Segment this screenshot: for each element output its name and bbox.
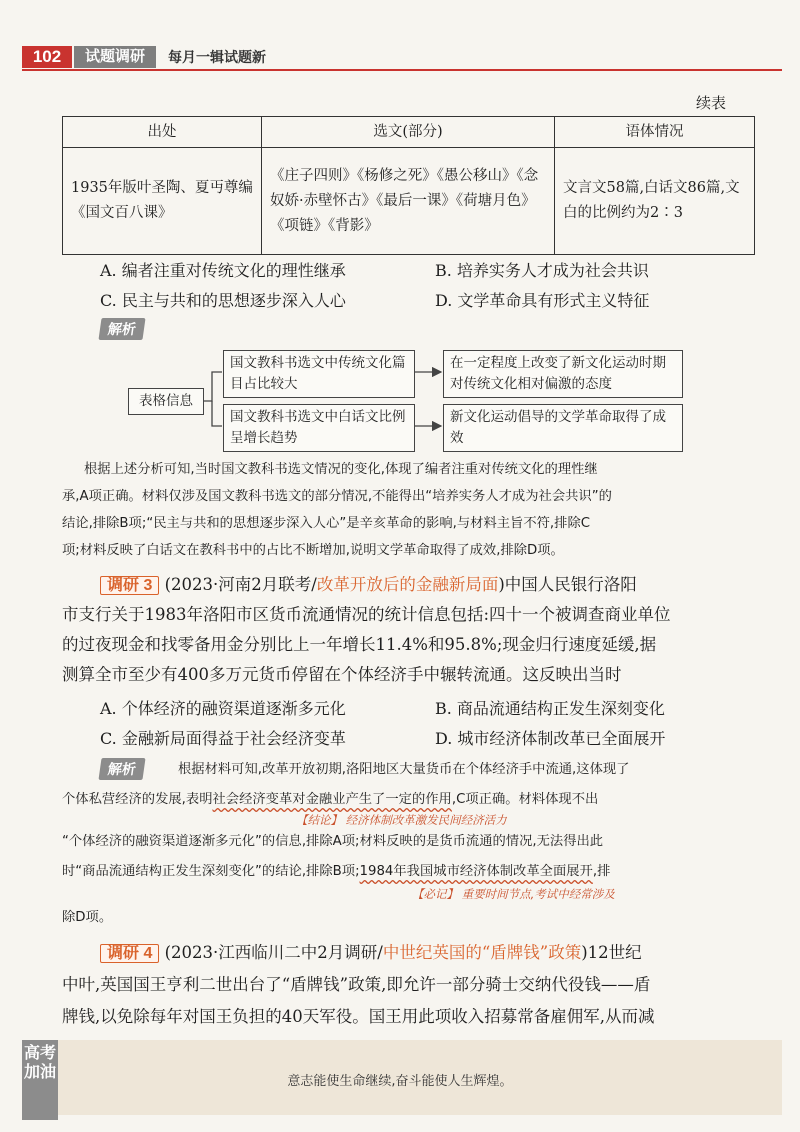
table-cell: 文言文58篇,白话文86篇,文白的比例约为2∶3 bbox=[555, 148, 755, 255]
question-line: 中叶,英国国王亨利二世出台了“盾牌钱”政策,即允许一部分骑士交纳代役钱——盾 bbox=[62, 975, 651, 994]
continued-label: 续表 bbox=[695, 94, 726, 112]
analysis-line: 除D项。 bbox=[62, 910, 113, 925]
key-date: 1984年我国城市经济体制改革全面展开 bbox=[359, 864, 593, 879]
option-b: B. 商品流通结构正发生深刻变化 bbox=[435, 699, 665, 718]
option-b: B. 培养实务人才成为社会共识 bbox=[435, 261, 649, 280]
margin-note: 【必记】 重要时间节点,考试中经常涉及 bbox=[412, 887, 615, 901]
option-c: C. 金融新局面得益于社会经济变革 bbox=[100, 729, 346, 748]
table-header: 出处 bbox=[63, 117, 262, 148]
diagram-info-2: 国文教科书选文中白话文比例呈增长趋势 bbox=[223, 404, 415, 452]
option-c: C. 民主与共和的思想逐步深入人心 bbox=[100, 291, 346, 310]
header-subtitle: 每月一辑试题新 bbox=[168, 49, 266, 65]
analysis-tag: 解析 bbox=[98, 758, 145, 780]
section-tag: 试题调研 bbox=[74, 46, 156, 68]
question-line: 牌钱,以免除每年对国王负担的40天军役。国王用此项收入招募常备雇佣军,从而减 bbox=[62, 1007, 655, 1026]
question-line: 测算全市至少有400多万元货币停留在个体经济手中辗转流通。这反映出当时 bbox=[62, 665, 622, 684]
question-text: 中国人民银行洛阳 bbox=[504, 575, 637, 594]
source-prefix: (2023·河南2月联考/ bbox=[164, 575, 317, 594]
connector-line bbox=[203, 372, 222, 401]
table-cell: 《庄子四则》《杨修之死》《愚公移山》《念奴娇·赤壁怀古》《最后一课》《荷塘月色》《项链》《背影》 bbox=[262, 148, 555, 255]
key-conclusion: 社会经济变革对金融业产生了一定的作用 bbox=[212, 792, 452, 807]
question-line: 的过夜现金和找零备用金分别比上一年增长11.4%和95.8%;现金归行速度延缓,据 bbox=[62, 635, 657, 654]
option-d: D. 城市经济体制改革已全面展开 bbox=[435, 729, 666, 748]
table-header: 选文(部分) bbox=[262, 117, 555, 148]
analysis-line: 根据材料可知,改革开放初期,洛阳地区大量货币在个体经济手中流通,这体现了 bbox=[178, 762, 630, 777]
analysis-tag: 解析 bbox=[98, 318, 145, 340]
question-tag: 调研 3 bbox=[100, 576, 159, 595]
analysis-line: 根据上述分析可知,当时国文教科书选文情况的变化,体现了编者注重对传统文化的理性继 bbox=[84, 462, 598, 477]
analysis-line: 承,A项正确。材料仅涉及国文教科书选文的部分情况,不能得出“培养实务人才成为社会共识”的 bbox=[62, 489, 612, 504]
question-tag: 调研 4 bbox=[100, 944, 159, 963]
source-topic: 中世纪英国的“盾牌钱”政策 bbox=[382, 943, 582, 962]
source-suffix: ) bbox=[581, 943, 588, 962]
question-line: 市支行关于1983年洛阳市区货币流通情况的统计信息包括:四十一个被调查商业单位 bbox=[62, 605, 671, 624]
source-suffix: ) bbox=[498, 575, 505, 594]
analysis-line: 个体私营经济的发展,表明社会经济变革对金融业产生了一定的作用,C项正确。材料体现不出 bbox=[62, 792, 599, 807]
page-number: 102 bbox=[22, 46, 72, 68]
option-d: D. 文学革命具有形式主义特征 bbox=[435, 291, 650, 310]
analysis-line: 结论,排除B项;“民主与共和的思想逐步深入人心”是辛亥革命的影响,与材料主旨不符,排除C bbox=[62, 516, 591, 531]
diagram-info-1: 国文教科书选文中传统文化篇目占比较大 bbox=[223, 350, 415, 398]
question-4-source bbox=[100, 938, 642, 968]
table-cell: 1935年版叶圣陶、夏丏尊编《国文百八课》 bbox=[63, 148, 262, 255]
question-3-source bbox=[100, 570, 637, 600]
connector-line bbox=[212, 401, 222, 426]
side-tab: 高考加油 bbox=[22, 1040, 58, 1120]
option-a: A. 个体经济的融资渠道逐渐多元化 bbox=[100, 699, 346, 718]
analysis-line: “个体经济的融资渠道逐渐多元化”的信息,排除A项;材料反映的是货币流通的情况,无法得出此 bbox=[62, 834, 604, 849]
analysis-line: 时“商品流通结构正发生深刻变化”的结论,排除B项;1984年我国城市经济体制改革全面展开,排 bbox=[62, 864, 611, 879]
margin-note: 【结论】 经济体制改革激发民间经济活力 bbox=[296, 813, 507, 827]
diagram-result-1: 在一定程度上改变了新文化运动时期对传统文化相对偏激的态度 bbox=[443, 350, 683, 398]
table-header: 语体情况 bbox=[555, 117, 755, 148]
source-prefix: (2023·江西临川二中2月调研/ bbox=[164, 943, 383, 962]
question-text: 12世纪 bbox=[587, 943, 642, 962]
footer-motto: 意志能使生命继续,奋斗能使人生辉煌。 bbox=[287, 1074, 513, 1089]
option-a: A. 编者注重对传统文化的理性继承 bbox=[100, 261, 346, 280]
source-topic: 改革开放后的金融新局面 bbox=[316, 575, 499, 594]
analysis-line: 项;材料反映了白话文在教科书中的占比不断增加,说明文学革命取得了成效,排除D项。 bbox=[62, 543, 564, 558]
diagram-root: 表格信息 bbox=[128, 388, 204, 415]
diagram-connectors bbox=[0, 0, 800, 470]
diagram-result-2: 新文化运动倡导的文学革命取得了成效 bbox=[443, 404, 683, 452]
